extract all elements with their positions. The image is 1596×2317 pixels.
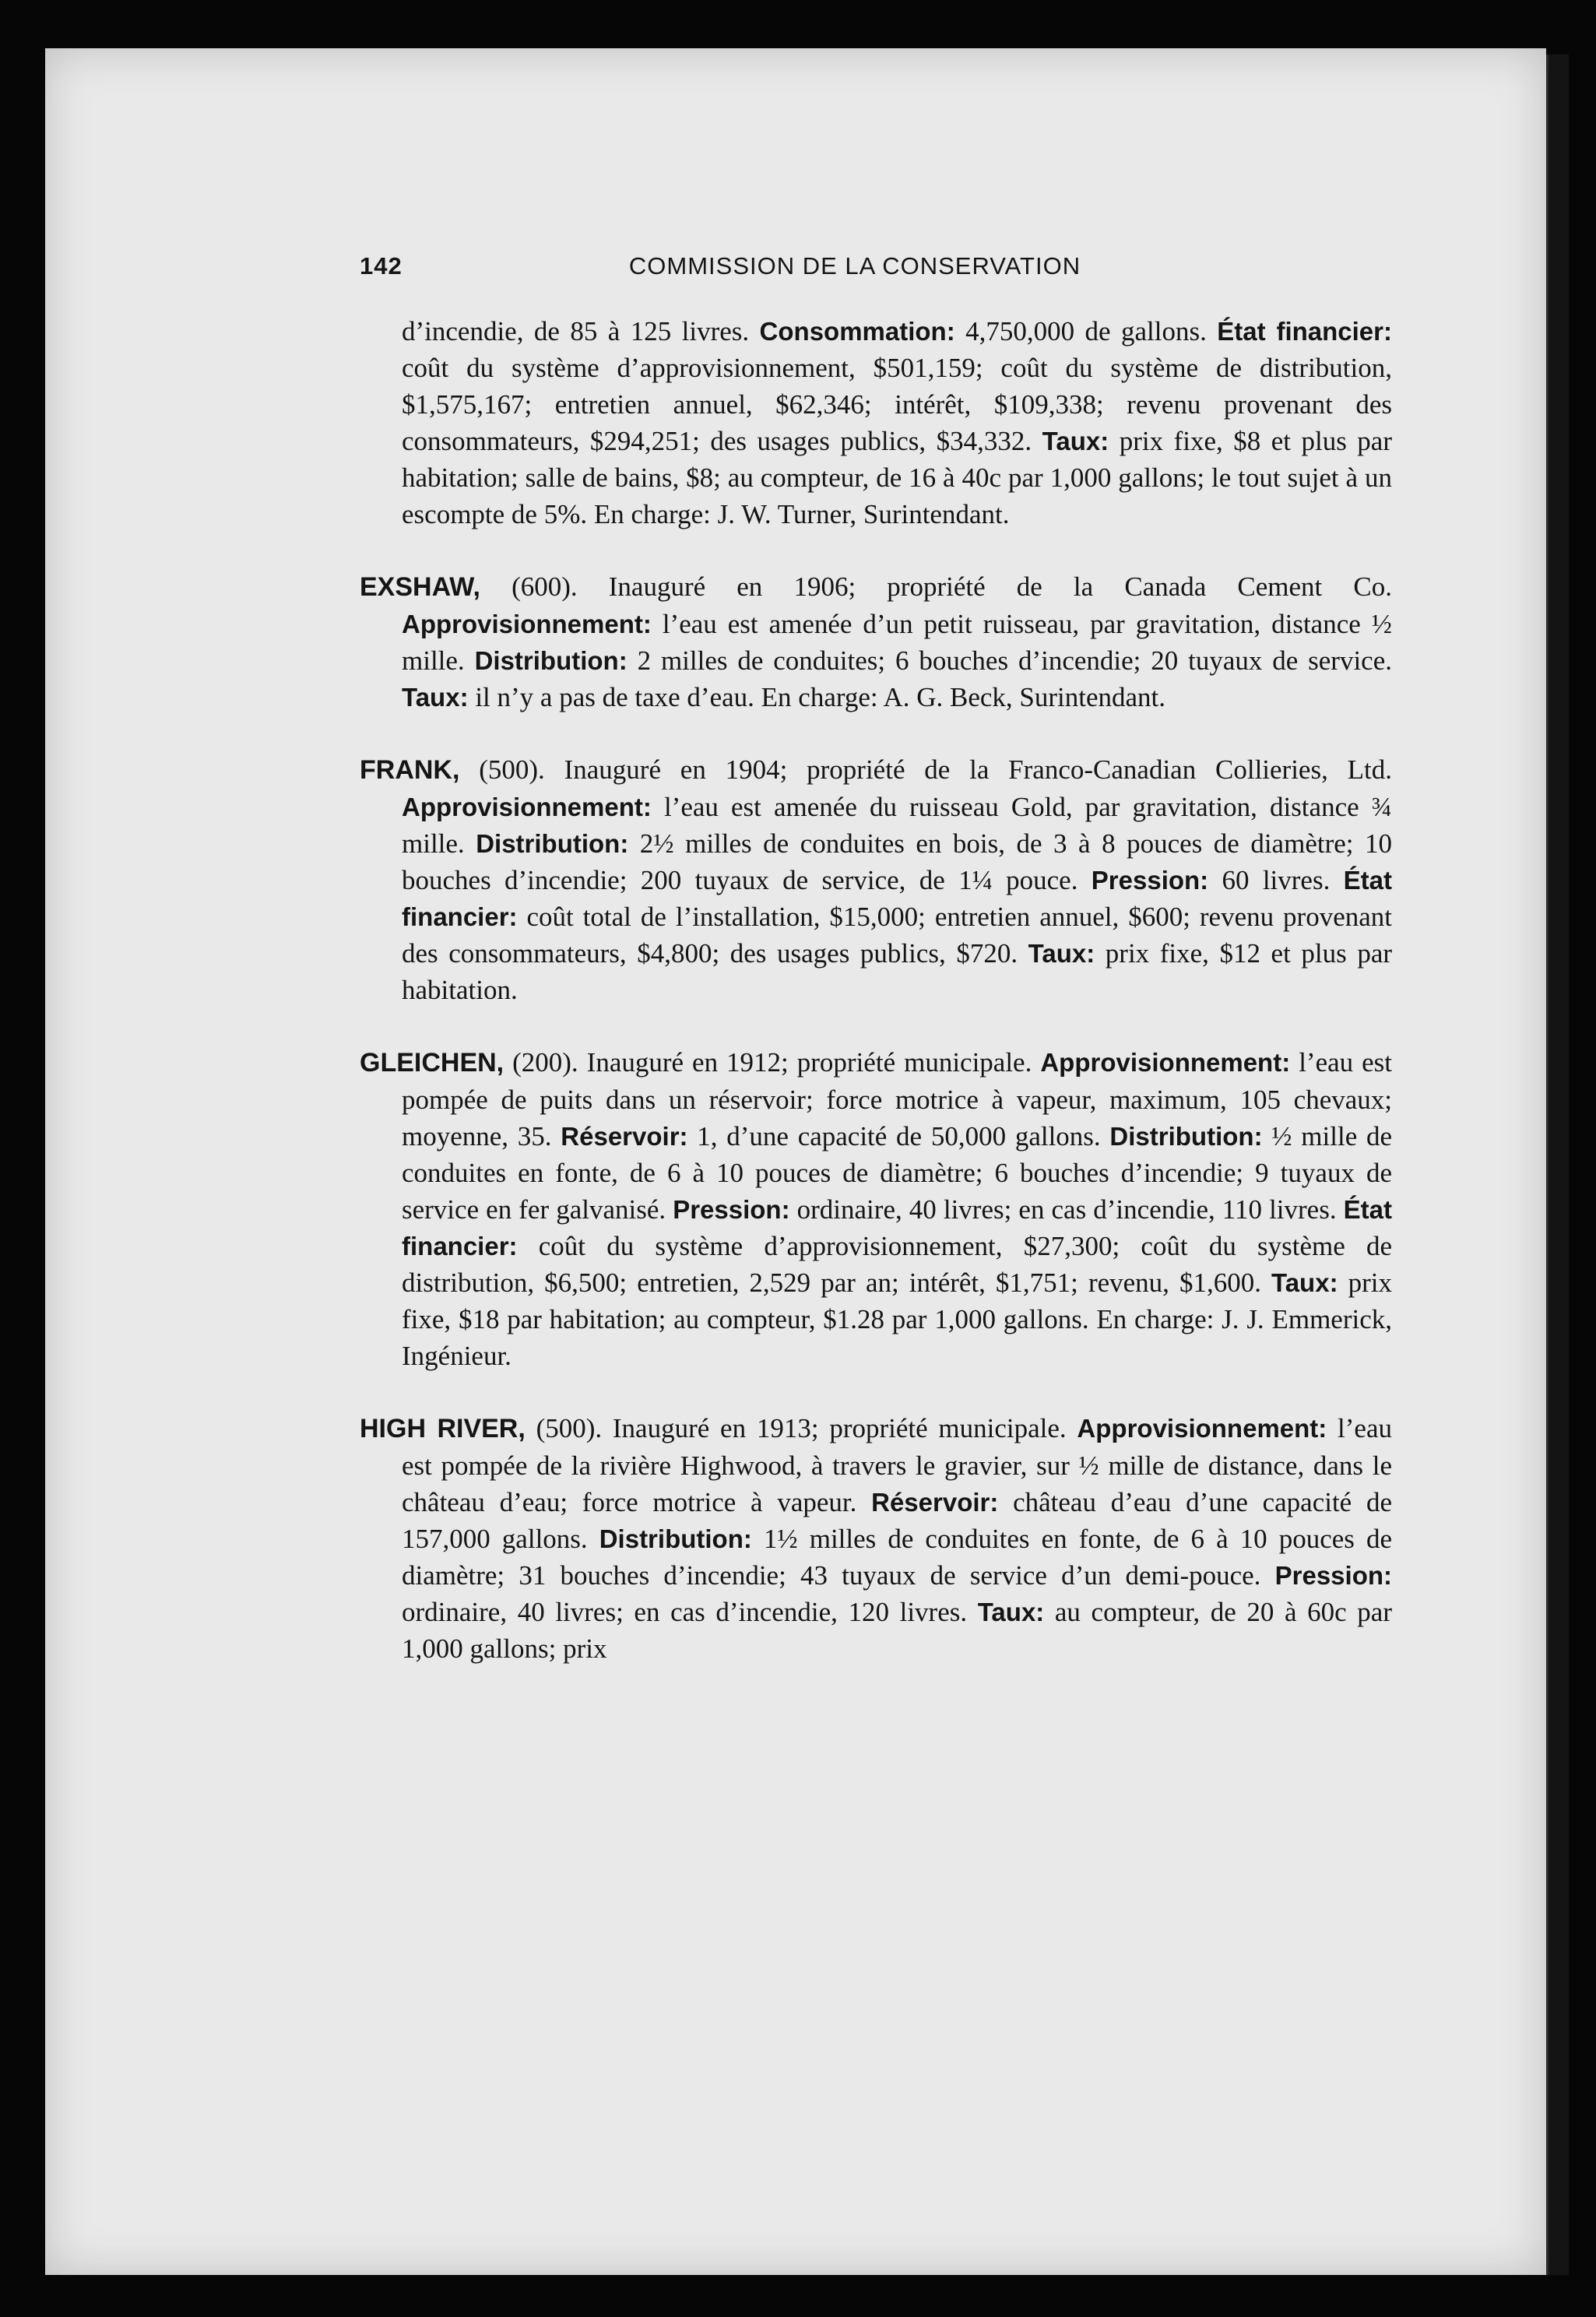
field-label: Approvisionnement: — [402, 610, 652, 638]
field-label: Approvisionnement: — [1040, 1048, 1291, 1077]
text-run: (200). Inauguré en 1912; propriété municipale. — [504, 1047, 1041, 1078]
field-label: Distribution: — [474, 646, 628, 675]
field-label: Taux: — [1028, 939, 1095, 968]
text-run: coût du système d’approvisionnement, $501,159; coût du système de distribution, $1,575,167; entretien annuel, $62,346; intérêt, $109,338; revenu provenant des consommateurs, $294,251; des usages publics, $34,332. — [402, 353, 1392, 456]
text-run: prix fixe, $18 par habitation; au compteur, $1.28 par 1,000 gallons. En charge: J. J. Emmerick, Ingénieur. — [402, 1267, 1392, 1371]
field-label: Taux: — [977, 1598, 1045, 1626]
field-label: Approvisionnement: — [402, 793, 652, 821]
field-label: État financier: — [402, 866, 1392, 931]
town-name: GLEICHEN, — [360, 1048, 504, 1078]
text-run: coût total de l’installation, $15,000; entretien annuel, $600; revenu provenant des consommateurs, $4,800; des usages publics, $720. — [402, 902, 1392, 969]
text-run: l’eau est pompée de la rivière Highwood, à travers le gravier, sur ½ mille de distance, dans le château d’eau; force motrice à vapeur. — [402, 1413, 1392, 1517]
text-run: 2 milles de conduites; 6 bouches d’incendie; 20 tuyaux de service. — [627, 645, 1393, 676]
text-run: 1½ milles de conduites en fonte, de 6 à 10 pouces de diamètre; 31 bouches d’incendie; 43 tuyaux de service d’un demi-pouce. — [402, 1524, 1392, 1591]
running-title: COMMISSION DE LA CONSERVATION — [628, 252, 1081, 280]
field-label: Taux: — [402, 683, 469, 712]
continued-paragraph — [360, 313, 1392, 533]
entry-high-river — [360, 1410, 1392, 1667]
text-run: il n’y a pas de taxe d’eau. En charge: A. G. Beck, Surintendant. — [468, 682, 1166, 712]
entry-gleichen — [360, 1044, 1392, 1374]
text-run: l’eau est amenée du ruisseau Gold, par gravitation, distance ¾ mille. — [402, 792, 1392, 859]
text-run: l’eau est pompée de puits dans un réservoir; force motrice à vapeur, maximum, 105 chevaux; moyenne, 35. — [402, 1047, 1393, 1151]
town-name: FRANK, — [360, 755, 460, 785]
text-run: château d’eau d’une capacité de 157,000 gallons. — [402, 1487, 1392, 1554]
text-run: ½ mille de conduites en fonte, de 6 à 10 pouces de diamètre; 6 bouches d’incendie; 9 tuyaux de service en fer galvanisé. — [402, 1121, 1393, 1225]
town-name: HIGH RIVER, — [360, 1414, 526, 1443]
field-label: Distribution: — [1109, 1122, 1263, 1151]
field-label: Réservoir: — [871, 1488, 999, 1517]
text-run: 60 livres. — [1208, 865, 1344, 895]
entry-exshaw — [360, 568, 1392, 715]
town-name: EXSHAW, — [360, 572, 480, 602]
text-run: (600). Inauguré en 1906; propriété de la Canada Cement Co. — [480, 571, 1392, 602]
text-run: 1, d’une capacité de 50,000 gallons. — [687, 1121, 1110, 1151]
text-run: prix fixe, $12 et plus par habitation. — [402, 938, 1393, 1005]
field-label: Approvisionnement: — [1077, 1414, 1327, 1443]
field-label: Pression: — [673, 1195, 790, 1224]
entry-frank — [360, 751, 1392, 1008]
text-run: d’incendie, de 85 à 125 livres. — [402, 316, 760, 346]
field-label: Distribution: — [476, 829, 629, 858]
field-label: État financier: — [1217, 317, 1392, 346]
field-label: Consommation: — [759, 317, 955, 346]
field-label: Taux: — [1042, 427, 1109, 455]
page-content — [318, 248, 1392, 1667]
text-run: ordinaire, 40 livres; en cas d’incendie, 110 livres. — [789, 1194, 1344, 1225]
text-run: (500). Inauguré en 1904; propriété de la Franco-Canadian Collieries, Ltd. — [459, 754, 1392, 785]
page-number: 142 — [360, 252, 403, 280]
text-run: 2½ milles de conduites en bois, de 3 à 8 pouces de diamètre; 10 bouches d’incendie; 200 tuyaux de service, de 1¼ pouce. — [402, 828, 1392, 895]
text-run: au compteur, de 20 à 60c par 1,000 gallons; prix — [402, 1597, 1392, 1664]
text-run: ordinaire, 40 livres; en cas d’incendie, 120 livres. — [402, 1597, 978, 1627]
text-run: 4,750,000 de gallons. — [954, 316, 1218, 346]
running-header — [318, 248, 1392, 287]
text-run: coût du système d’approvisionnement, $27,300; coût du système de distribution, $6,500; entretien, 2,529 par an; intérêt, $1,751; revenu, $1,600. — [402, 1231, 1392, 1298]
text-run: (500). Inauguré en 1913; propriété municipale. — [525, 1413, 1077, 1443]
text-run: prix fixe, $8 et plus par habitation; salle de bains, $8; au compteur, de 16 à 40c par 1,000 gallons; le tout sujet à un escompte de 5%. En charge: J. W. Turner, Surintendant. — [402, 426, 1392, 529]
page-edge — [1546, 54, 1569, 2275]
field-label: Réservoir: — [561, 1122, 688, 1151]
field-label: Taux: — [1271, 1268, 1338, 1297]
field-label: Pression: — [1274, 1561, 1392, 1590]
field-label: État financier: — [402, 1195, 1392, 1260]
text-run: l’eau est amenée d’un petit ruisseau, par gravitation, distance ½ mille. — [402, 609, 1392, 676]
field-label: Distribution: — [599, 1524, 752, 1553]
field-label: Pression: — [1091, 866, 1209, 895]
